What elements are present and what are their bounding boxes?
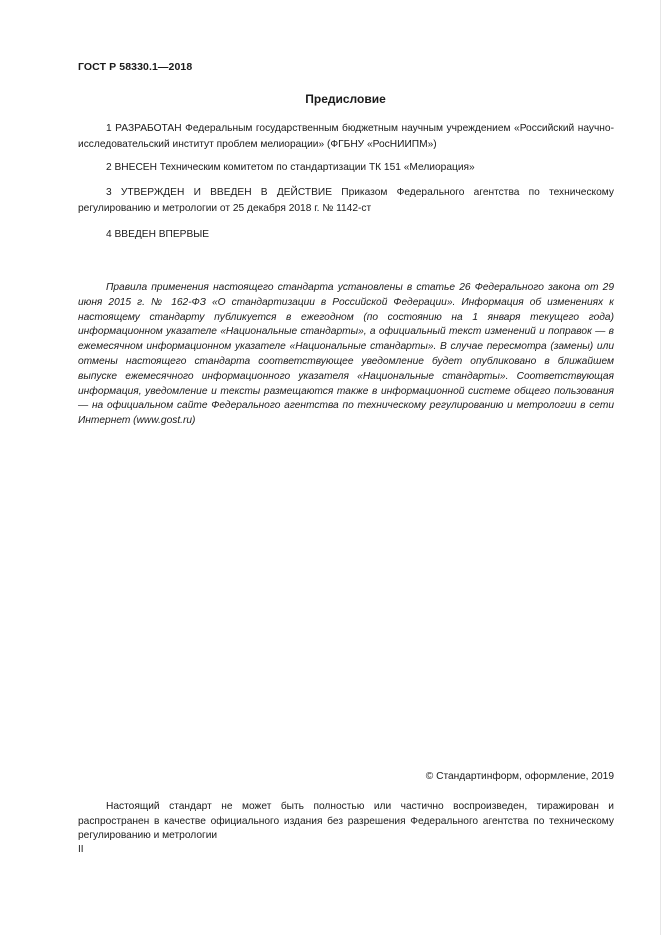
application-rules-notice: Правила применения настоящего стандарта установлены в статье 26 Федерального закона от 29 июня 2015 г. № 162-ФЗ «О стандартизации в Российской Федерации». Информация об изменениях к настоящему стандарту публикуется в ежегодном (по состоянию на 1 января текущего года) информационном указателе «Национальные стандарты», а официальный текст изменений и поправок — в ежемесячном информационном указателе «Национальные стандарты». В случае пересмотра (замены) или отмены настоящего стандарта соответствующее уведомление будет опубликовано в ближайшем выпуске ежемесячного информационного указателя «Национальные стандарты». Соответствующая информация, уведомление и тексты размещаются также в информационной системе общего пользования — на официальном сайте Федерального агентства по техническому регулированию и метрологии в сети Интернет (www.gost.ru) [78, 282, 614, 427]
page-number: II [78, 844, 84, 855]
copyright-line: © Стандартинформ, оформление, 2019 [425, 771, 614, 782]
foreword-item-4: 4 ВВЕДЕН ВПЕРВЫЕ [106, 229, 210, 240]
document-number-header: ГОСТ Р 58330.1—2018 [78, 61, 193, 73]
foreword-item-1: 1 РАЗРАБОТАН Федеральным государственным бюджетным научным учреждением «Российский научно-исследовательский институт проблем мелиорации» (ФГБНУ «РосНИИПМ») [78, 123, 614, 150]
reproduction-notice: Настоящий стандарт не может быть полностью или частично воспроизведен, тиражирован и распространен в качестве официального издания без разрешения Федерального агентства по техническому регулированию и метрологии [78, 801, 614, 841]
foreword-item-3: 3 УТВЕРЖДЕН И ВВЕДЕН В ДЕЙСТВИЕ Приказом Федерального агентства по техническому регулированию и метрологии от 25 декабря 2018 г. № 1142-ст [78, 187, 614, 214]
page-title: Предисловие [305, 92, 386, 106]
foreword-item-2: 2 ВНЕСЕН Техническим комитетом по стандартизации ТК 151 «Мелиорация» [106, 162, 475, 173]
